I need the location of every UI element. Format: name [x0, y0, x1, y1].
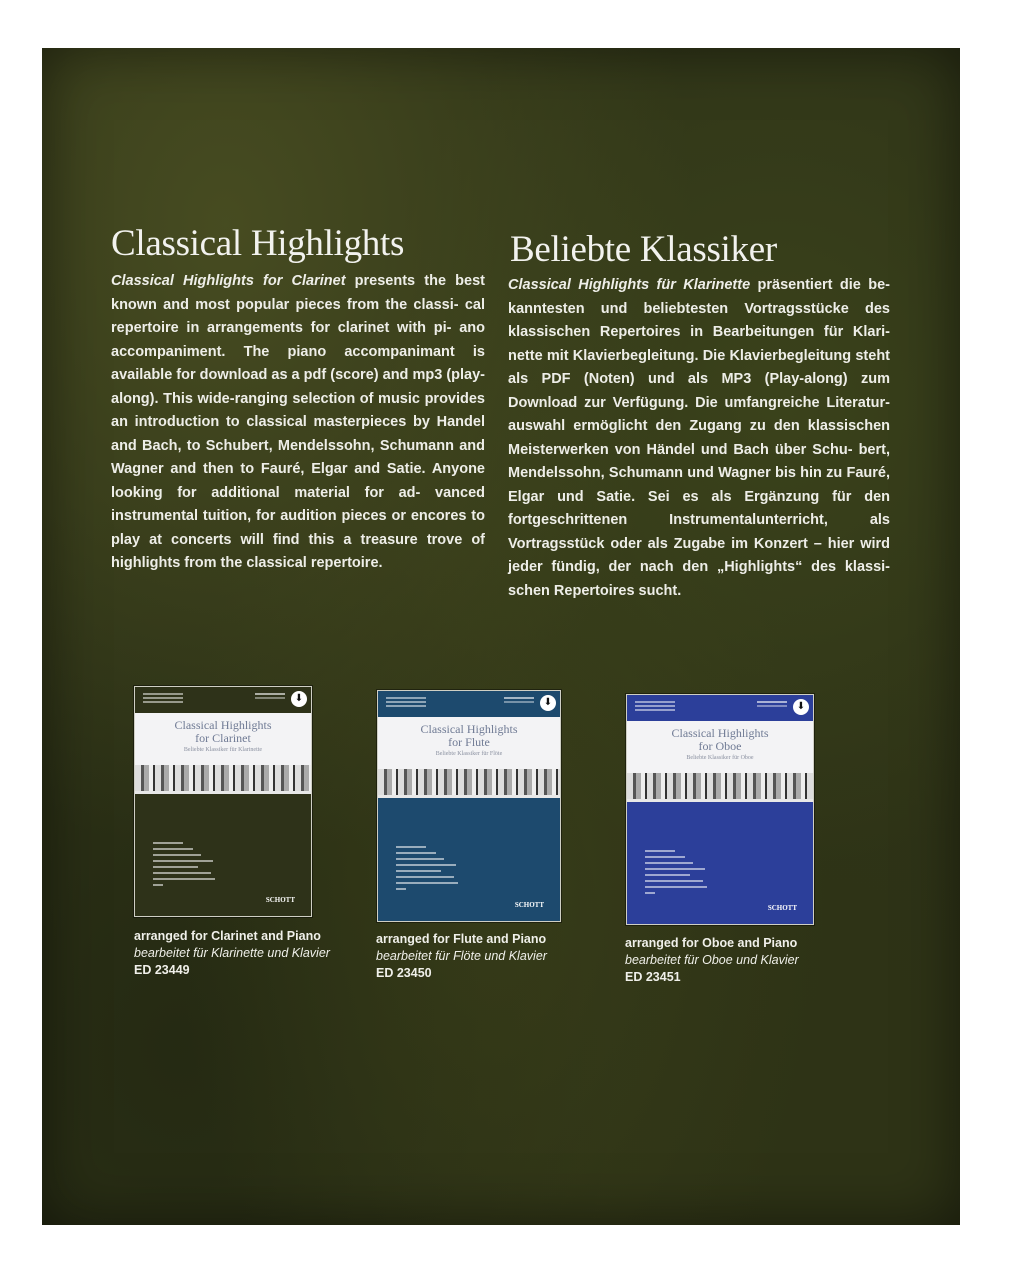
text-line: Vortragsstück oder als Zugabe im Konzert – hier wird	[508, 535, 890, 552]
book-cover-3	[626, 694, 814, 925]
small-print	[757, 701, 787, 703]
caption-english: arranged for Oboe and Piano	[625, 936, 798, 950]
book-title-instrument: for Clarinet	[195, 731, 251, 745]
text-line: schen Repertoires sucht.	[508, 582, 682, 599]
edition-number: ED 23450	[376, 966, 432, 980]
text-line: Meisterwerken von Händel und Bach über Schu-	[508, 441, 853, 458]
text-line: (play-along). This wide-ranging selection of music	[111, 367, 485, 407]
text-line: steht als PDF (Noten) und als MP3 (Play-along) zum	[508, 347, 891, 387]
book-subtitle: Beliebte Klassiker für Klarinette	[183, 747, 263, 753]
download-icon: ⬇	[793, 699, 809, 715]
book-title-instrument: for Flute	[448, 735, 490, 749]
caption-english: arranged for Clarinet and Piano	[134, 929, 321, 943]
book-title-instrument: for Oboe	[698, 739, 742, 753]
text-line: available for download as a pdf (score) and mp3	[111, 367, 443, 383]
caption-english: arranged for Flute and Piano	[376, 932, 547, 946]
book-caption-2	[376, 931, 608, 982]
download-icon: ⬇	[540, 695, 556, 711]
lead-title: Classical Highlights für Klarinette	[508, 277, 751, 293]
german-description	[508, 274, 890, 603]
book-title-band	[378, 717, 560, 769]
text-line: nette mit Klavierbegleitung. Die Klavierbegleitung	[508, 347, 852, 364]
download-icon: ⬇	[291, 691, 307, 707]
text-line: auswahl ermöglicht den Zugang zu den klassischen	[508, 418, 890, 434]
caption-german: bearbeitet für Oboe und Klavier	[625, 953, 799, 967]
text-line: Download zur Verfügung. Die umfangreiche Literatur-	[508, 394, 890, 411]
text-line: ano accompaniment. The piano accompanimant is	[111, 320, 485, 360]
text-line: cal repertoire in arrangements for clarinet with pi-	[111, 296, 485, 336]
book-top-band	[135, 687, 311, 713]
text-line: bert, Mendelssohn, Schumann und Wagner bis hin	[508, 441, 890, 481]
caption-german: bearbeitet für Flöte und Klavier	[376, 949, 547, 963]
text-line: klassischen Repertoires in Bearbeitungen für Klari-	[508, 324, 890, 340]
book-top-band	[627, 695, 813, 721]
book-caption-3	[625, 935, 857, 986]
small-print	[635, 701, 675, 703]
publisher-logo: SCHOTT	[767, 904, 797, 912]
book-title-band	[135, 713, 311, 765]
text-line: vanced instrumental tuition, for audition pieces or	[111, 484, 486, 524]
book-caption-1	[134, 928, 366, 979]
publisher-logo: SCHOTT	[514, 901, 544, 909]
small-print	[386, 697, 426, 699]
text-line: präsentiert die be-	[750, 277, 890, 293]
small-print	[504, 697, 534, 699]
publisher-logo: SCHOTT	[265, 896, 295, 904]
caption-german: bearbeitet für Klarinette und Klavier	[134, 946, 330, 960]
book-cover-1	[134, 686, 312, 917]
lead-title: Classical Highlights for Clarinet	[111, 273, 346, 289]
book-top-band	[378, 691, 560, 717]
book-cover-2	[377, 690, 561, 922]
book-title-band	[627, 721, 813, 773]
text-line: den fortgeschrittenen Instrumentalunterricht, als	[508, 488, 891, 528]
edition-number: ED 23449	[134, 963, 190, 977]
composer-list	[153, 842, 215, 890]
text-line: known and most popular pieces from the classi-	[111, 296, 459, 313]
small-print	[255, 693, 285, 695]
book-title: Classical Highlights	[671, 726, 769, 740]
book-title: Classical Highlights	[174, 718, 272, 732]
text-line: presents the best	[345, 273, 485, 289]
instrument-photo	[378, 769, 560, 798]
book-title: Classical Highlights	[420, 722, 518, 736]
text-line: Schumann and Wagner and then to Fauré, Elgar and	[111, 437, 485, 477]
instrument-photo	[135, 765, 311, 794]
text-line: provides an introduction to classical masterpieces	[111, 390, 485, 430]
instrument-photo	[627, 773, 813, 802]
edition-number: ED 23451	[625, 970, 681, 984]
book-subtitle: Beliebte Klassiker für Flöte	[435, 751, 503, 757]
composer-list	[396, 846, 458, 894]
text-line: encores to play at concerts will find this a treasure	[111, 508, 485, 548]
text-line: Satie. Anyone looking for additional material for ad-	[111, 461, 485, 501]
text-line: jeder fündig, der nach den „Highlights“ des klassi-	[508, 559, 890, 575]
german-heading: Beliebte Klassiker	[510, 229, 777, 270]
text-line: trove of highlights from the classical repertoire.	[111, 531, 486, 571]
text-line: zu Fauré, Elgar und Satie. Sei es als Ergänzung für	[508, 465, 891, 505]
english-heading: Classical Highlights	[111, 223, 405, 264]
english-description	[111, 270, 485, 576]
book-subtitle: Beliebte Klassiker für Oboe	[686, 755, 754, 761]
text-line: kanntesten und beliebtesten Vortragsstücke des	[508, 300, 890, 317]
small-print	[143, 693, 183, 695]
composer-list	[645, 850, 707, 898]
text-line: by Handel and Bach, to Schubert, Mendelssohn,	[111, 414, 485, 454]
